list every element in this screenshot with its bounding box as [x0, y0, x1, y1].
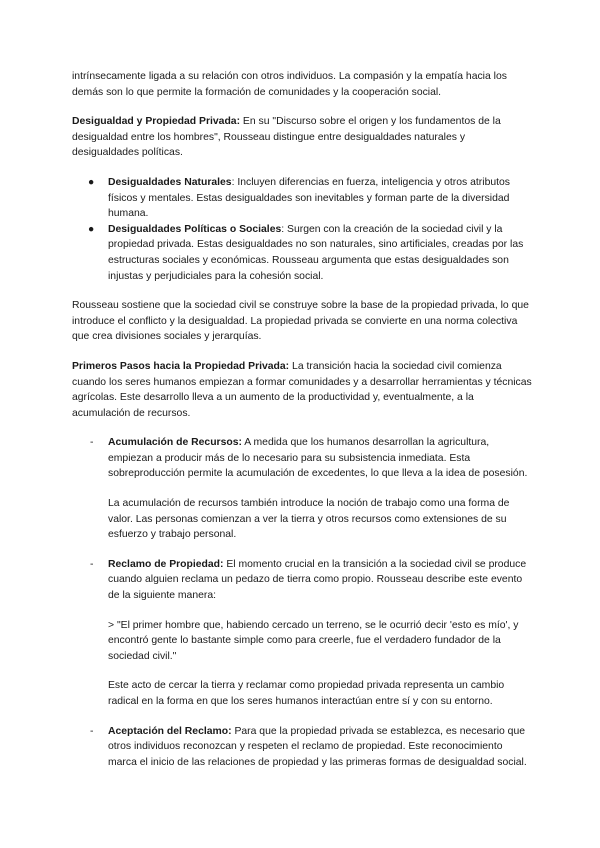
- section-inequality-paragraph: [72, 114, 534, 161]
- section-text: La transición hacia la sociedad civil comienza cuando los seres humanos empiezan a formar comunidades y a desarrollar herramientas y técnicas agrícolas. Este desarrollo lleva a un aumento de la productividad y, eventualmente, a la acumulación de recursos.: [72, 360, 532, 419]
- dash-marker: -: [90, 437, 94, 449]
- dash-paragraph: [108, 557, 534, 604]
- civil-society-paragraph: Rousseau sostiene que la sociedad civil se construye sobre la base de la propiedad privada, lo que introduce el conflicto y la desigualdad. La propiedad privada se convierte en una norma colectiva que crea divisiones sociales y jerarquías.: [72, 300, 529, 343]
- bullet-marker: ●: [88, 176, 95, 188]
- dash-paragraph: [108, 724, 534, 771]
- dash-marker: -: [90, 558, 94, 570]
- list-item: [72, 724, 534, 771]
- dash-paragraph: [108, 435, 534, 482]
- bullet-text: : Incluyen diferencias en fuerza, inteligencia y otros atributos físicos y mentales. Estas desigualdades son inevitables y forman parte de la diversidad humana.: [108, 176, 510, 220]
- property-steps-list: [72, 435, 534, 770]
- inequality-list: [72, 175, 534, 284]
- list-item: [72, 175, 534, 222]
- dash-text: El momento crucial en la transición a la sociedad civil se produce cuando alguien reclama un pedazo de tierra como propio. Rousseau describe este evento de la siguiente manera:: [108, 558, 527, 602]
- dash-subparagraph: Este acto de cercar la tierra y reclamar como propiedad privada representa un cambio radical en la forma en que los seres humanos interactúan entre sí y con su entorno.: [108, 680, 505, 707]
- quote-paragraph: > "El primer hombre que, habiendo cercado un terreno, se le ocurrió decir 'esto es mío', y encontró gente lo bastante simple como para creerle, fue el verdadero fundador de la sociedad civil.": [108, 619, 519, 662]
- list-item: [72, 557, 534, 710]
- list-item: [72, 222, 534, 284]
- dash-text: A medida que los humanos desarrollan la agricultura, empiezan a producir más de lo necesario para su subsistencia inmediata. Esta sobreproducción permite la acumulación de excedentes, lo que lleva a la idea de posesión.: [108, 437, 528, 480]
- bullet-text: : Surgen con la creación de la sociedad civil y la propiedad privada. Estas desigualdades no son naturales, sino artificiales, creadas por las estructuras sociales y económicas. Rousseau argumenta que estas desigualdades son injustas y perjudiciales para la cohesión social.: [108, 223, 524, 282]
- section-heading: Desigualdad y Propiedad Privada:: [72, 116, 241, 128]
- section-text: En su "Discurso sobre el origen y los fundamentos de la desigualdad entre los hombres", Rousseau distingue entre desigualdades naturales y desigualdades políticas.: [72, 116, 501, 159]
- dash-term: Reclamo de Propiedad:: [108, 558, 224, 570]
- dash-subparagraph: La acumulación de recursos también introduce la noción de trabajo como una forma de valor. Las personas comienzan a ver la tierra y otros recursos como extensiones de su esfuerzo y trabajo personal.: [108, 498, 510, 541]
- dash-term: Aceptación del Reclamo:: [108, 725, 232, 737]
- list-item: [72, 435, 534, 543]
- section-first-steps-paragraph: [72, 359, 534, 421]
- bullet-marker: ●: [88, 223, 95, 235]
- document-body: [72, 69, 534, 770]
- intro-paragraph: intrínsecamente ligada a su relación con otros individuos. La compasión y la empatía hacia los demás son lo que permite la formación de comunidades y la cooperación social.: [72, 71, 507, 98]
- dash-marker: -: [90, 725, 94, 737]
- dash-text: Para que la propiedad privada se establezca, es necesario que otros individuos reconozcan y respeten el reclamo de propiedad. Este reconocimiento marca el inicio de las relaciones de propiedad y las primeras formas de desigualdad social.: [108, 725, 527, 768]
- dash-term: Acumulación de Recursos:: [108, 437, 242, 449]
- section-heading: Primeros Pasos hacia la Propiedad Privada:: [72, 360, 290, 372]
- bullet-term: Desigualdades Políticas o Sociales: [108, 223, 282, 235]
- bullet-term: Desigualdades Naturales: [108, 176, 232, 188]
